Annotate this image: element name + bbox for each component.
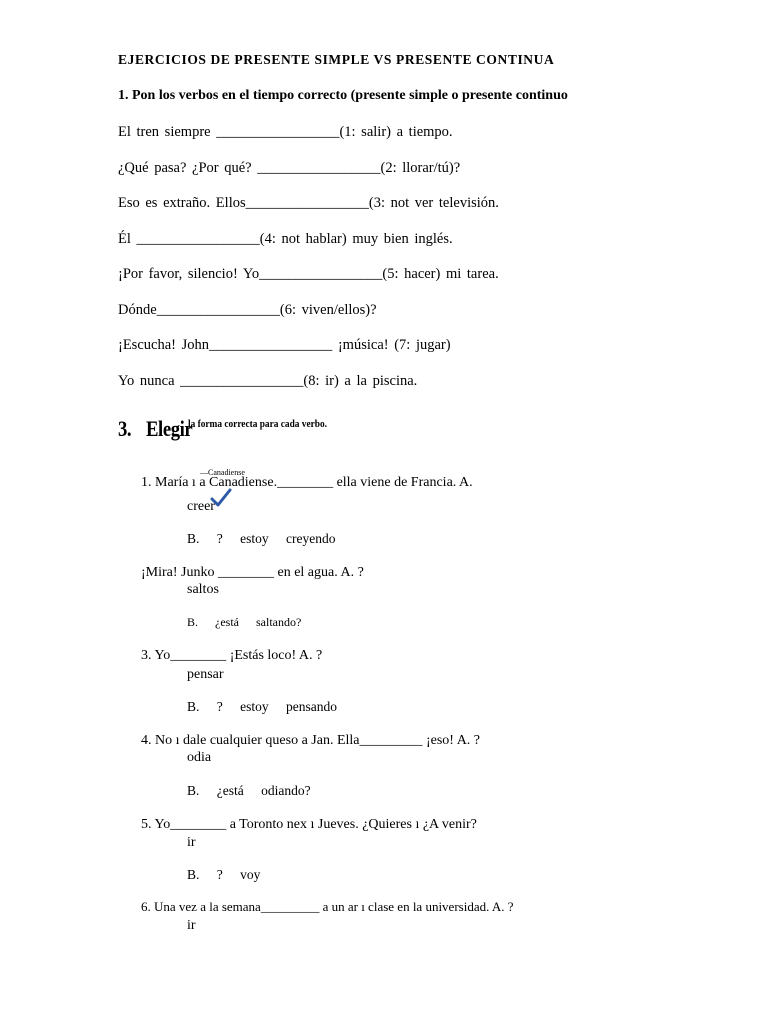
item-1-option-b: B. ? estoy creyendo	[187, 531, 336, 546]
section-3-number: 3.	[118, 416, 132, 441]
sentence-3: Eso es extraño. Ellos_________________(3: not ver televisión.	[118, 195, 499, 211]
item-4-option-a: odia	[187, 750, 212, 765]
sentence-4: Él _________________(4: not hablar) muy bien inglés.	[118, 231, 453, 247]
item-6-option-a: ir	[187, 918, 196, 933]
checkmark-icon	[210, 488, 232, 508]
worksheet-title: EJERCICIOS DE PRESENTE SIMPLE VS PRESENTE CONTINUA	[118, 52, 555, 67]
item-5-option-a: ir	[187, 835, 196, 850]
item-3-question: 3. Yo________ ¡Estás loco! A. ?	[141, 648, 323, 663]
item-1-option-a: creer	[187, 499, 215, 514]
item-6-question: 6. Una vez a la semana_________ a un ar ı clase en la universidad. A. ?	[141, 899, 514, 914]
sentence-1: El tren siempre _________________(1: salir) a tiempo.	[118, 124, 453, 140]
item-4-question: 4. No ı dale cualquier queso a Jan. Ella_________ ¡eso! A. ?	[141, 733, 481, 748]
item-5-option-b: B. ? voy	[187, 867, 261, 882]
section-3-subtitle: la forma correcta para cada verbo.	[188, 418, 328, 430]
sentence-8: Yo nunca _________________(8: ir) a la piscina.	[118, 373, 418, 389]
item-3-option-a: pensar	[187, 667, 224, 682]
sentence-6: Dónde_________________(6: viven/ellos)?	[118, 302, 377, 318]
item-4-option-b: B. ¿está odiando?	[187, 783, 311, 798]
section-3-heading	[118, 416, 328, 442]
item-2-option-b: B. ¿está saltando?	[187, 615, 302, 629]
sentence-5: ¡Por favor, silencio! Yo_________________(5: hacer) mi tarea.	[118, 266, 499, 282]
sentence-2: ¿Qué pasa? ¿Por qué? _________________(2: llorar/tú)?	[118, 160, 461, 176]
item-3-option-b: B. ? estoy pensando	[187, 699, 337, 714]
item-2-option-a: saltos	[187, 582, 219, 597]
sentence-7: ¡Escucha! John_________________ ¡música! (7: jugar)	[118, 337, 451, 353]
section-1-heading: 1. Pon los verbos en el tiempo correcto (presente simple o presente continuo	[118, 88, 568, 103]
item-1-annotation: —Canadiense	[200, 468, 245, 477]
item-5-question: 5. Yo________ a Toronto nex ı Jueves. ¿Quieres ı ¿A venir?	[141, 817, 477, 832]
section-3-title: Elegir	[145, 416, 192, 441]
item-2-question: ¡Mira! Junko ________ en el agua. A. ?	[141, 565, 364, 580]
item-1-question: 1. María ı a Canadiense.________ ella viene de Francia. A.	[141, 475, 473, 490]
